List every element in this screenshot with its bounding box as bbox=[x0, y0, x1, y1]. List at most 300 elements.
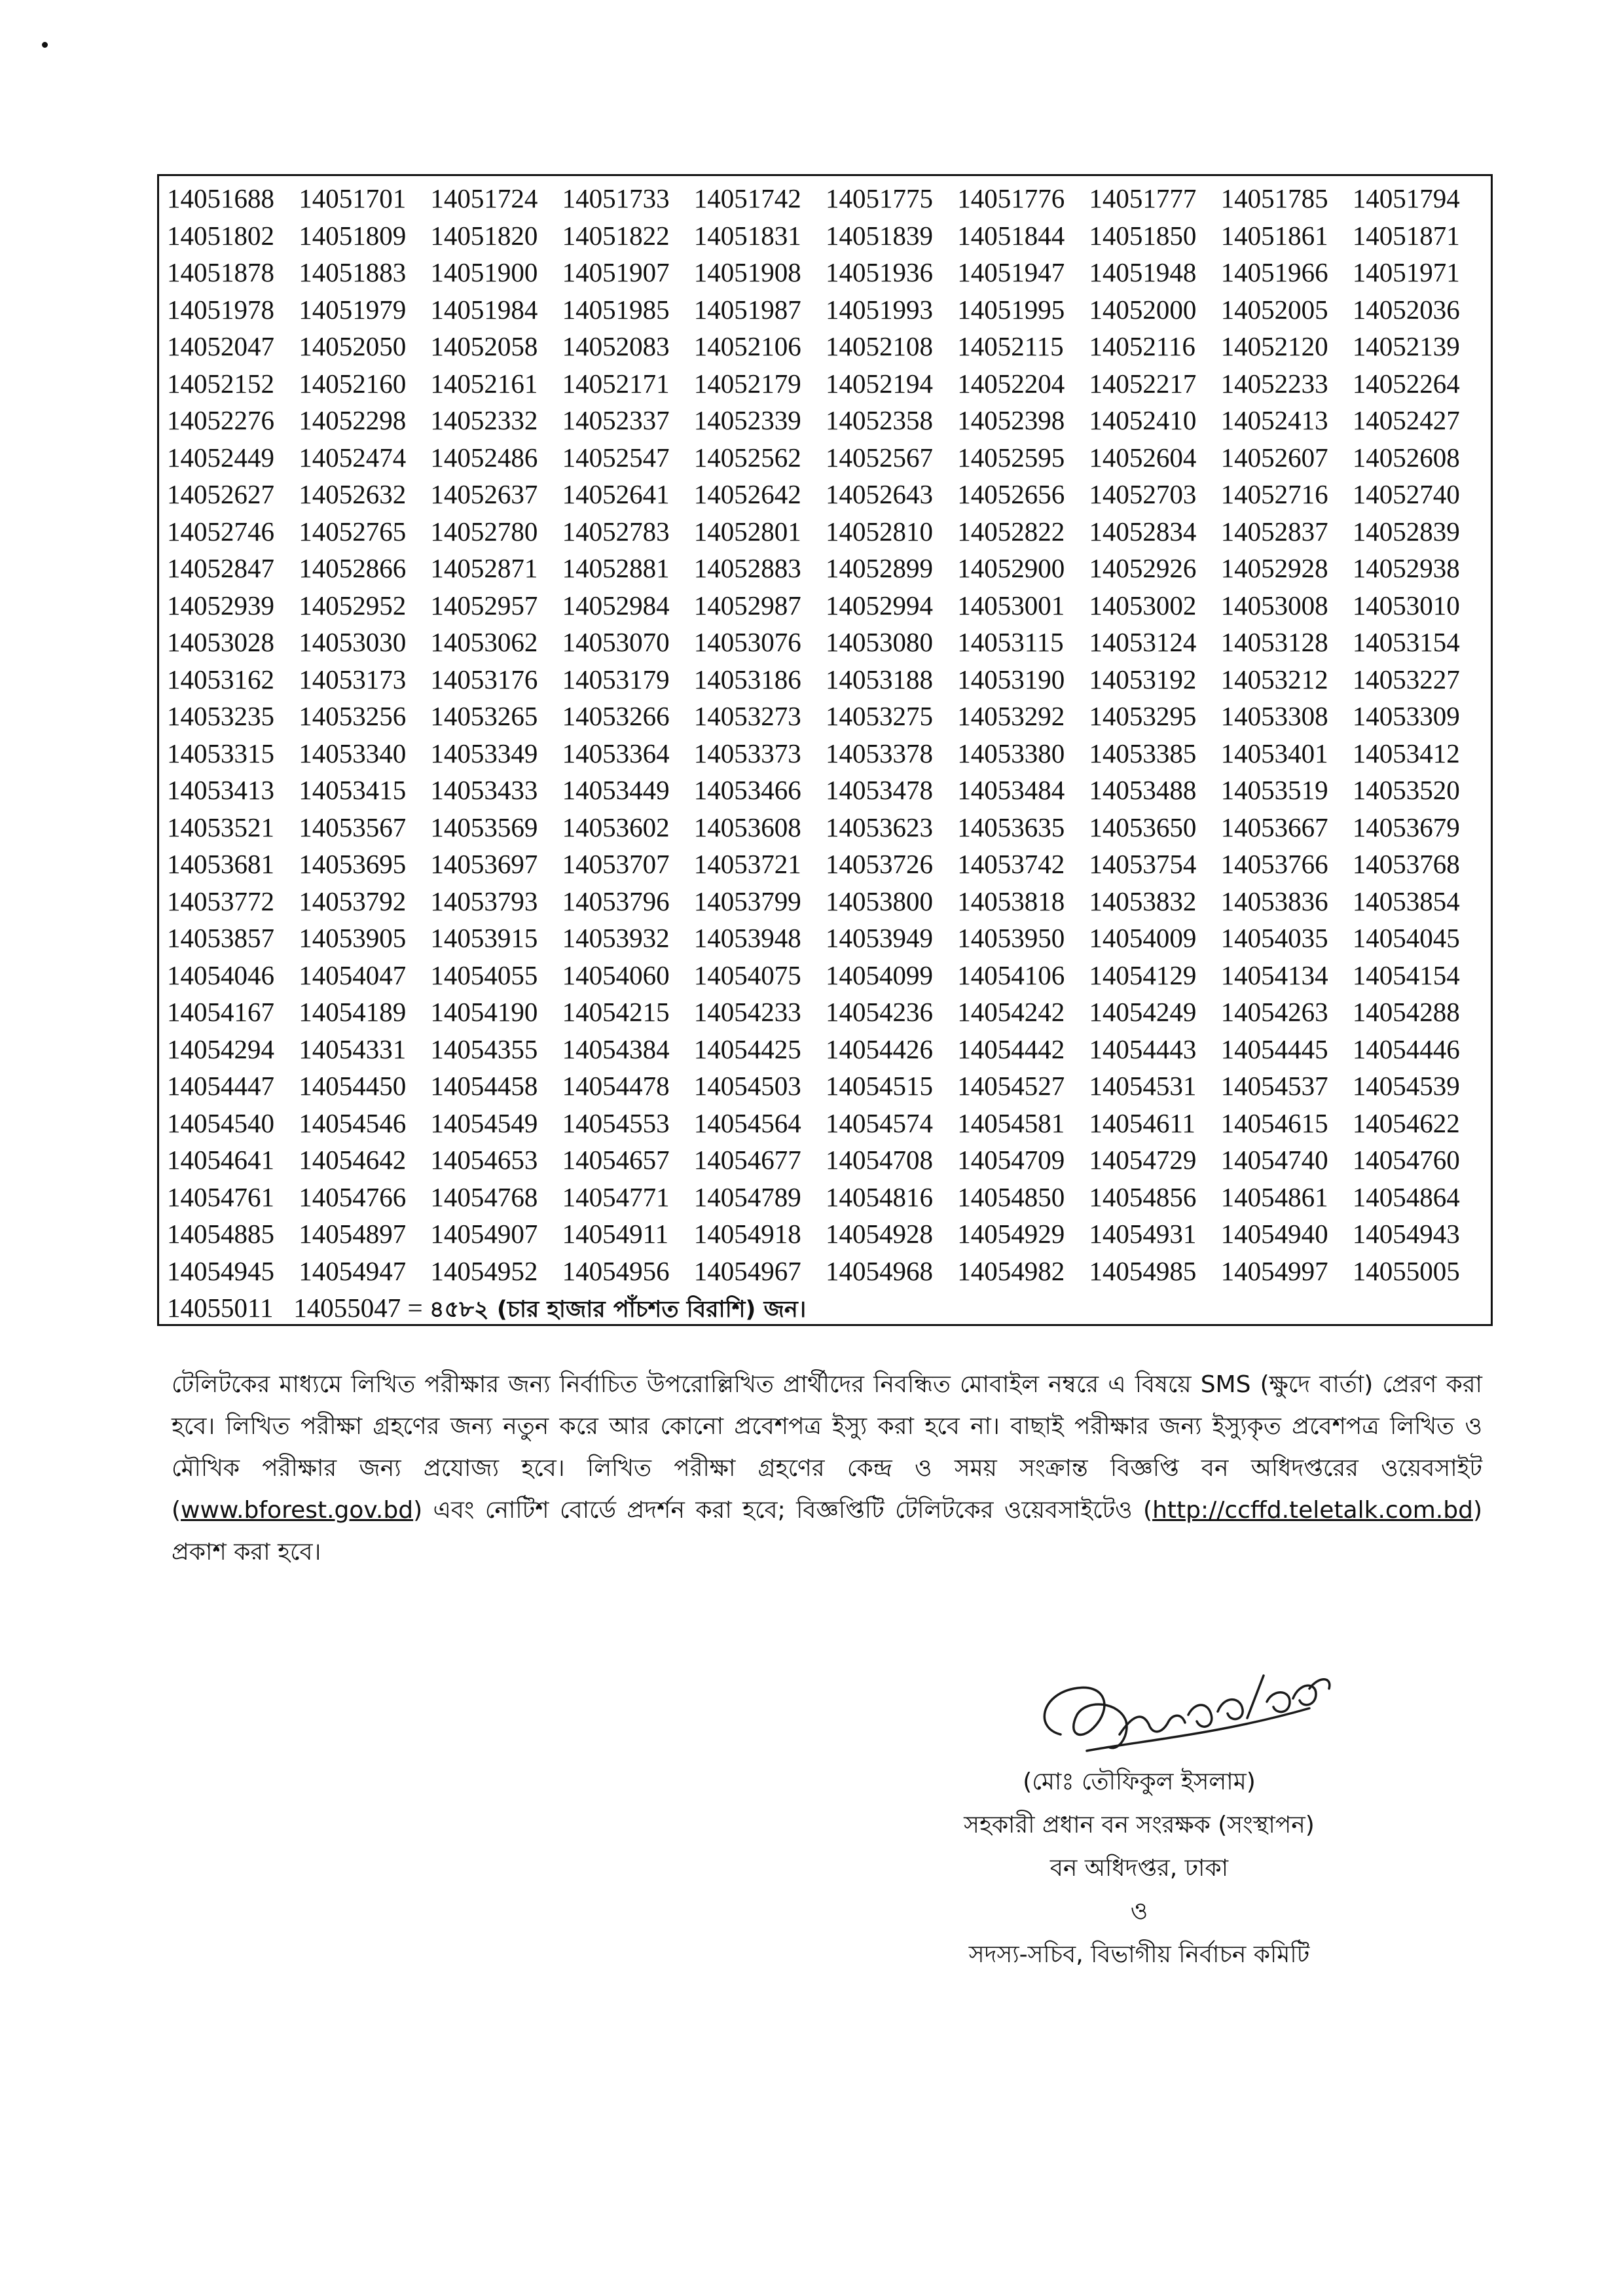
roll-number-cell: 14054331 bbox=[299, 1033, 407, 1064]
roll-number-cell: 14053273 bbox=[693, 701, 801, 731]
notice-text: টেলিটকের মাধ্যমে লিখিত পরীক্ষার জন্য নির্বাচিত উপরোল্লিখিত প্রার্থীদের নিবন্ধিত মোবাইল নম্বরে এ বিষয়ে SMS (ক্ষুদে বার্তা) প্রেরণ করা হবে। লিখিত পরীক্ষা গ্রহণের জন্য নতুন করে আর কোনো প্রবেশপত্র ইস্যু করা হবে না। বাছাই পরীক্ষার জন্য ইস্যুকৃত প্রবেশপত্র লিখিত ও মৌখিক পরীক্ষার জন্য প্রযোজ্য হবে। লিখিত পরীক্ষা গ্রহণের কেন্দ্র ও সময় সংক্রান্ত বিজ্ঞপ্তি বন অধিদপ্তরের ওয়েবসাইট ( bbox=[172, 1371, 1482, 1524]
roll-number-cell: 14052939 bbox=[167, 590, 274, 620]
roll-number-cell: 14054574 bbox=[825, 1107, 933, 1138]
signatory-name: (মোঃ তৌফিকুল ইসলাম) bbox=[1023, 1768, 1256, 1795]
roll-number-cell: 14054503 bbox=[693, 1071, 801, 1101]
roll-number-cell: 14054816 bbox=[825, 1181, 933, 1212]
roll-number-cell: 14052839 bbox=[1352, 516, 1460, 547]
roll-number-cell: 14052834 bbox=[1089, 516, 1197, 547]
roll-number-cell: 14054129 bbox=[1089, 960, 1197, 990]
roll-number-cell: 14051822 bbox=[562, 220, 670, 251]
roll-number-cell: 14054046 bbox=[167, 960, 274, 990]
equals-sign: = bbox=[407, 1293, 423, 1323]
roll-number-cell: 14052161 bbox=[430, 368, 538, 399]
roll-number-cell: 14054581 bbox=[957, 1107, 1065, 1138]
notice-text: ) এবং নোটিশ বোর্ডে প্রদর্শন করা হবে; বিজ্ঞপ্তিটি টেলিটকের ওয়েবসাইটেও ( bbox=[413, 1497, 1153, 1524]
roll-number-cell: 14053124 bbox=[1089, 627, 1197, 657]
signatory-designation: সহকারী প্রধান বন সংরক্ষক (সংস্থাপন) bbox=[964, 1812, 1315, 1839]
roll-number-cell: 14053292 bbox=[957, 701, 1065, 731]
roll-number-cell: 14052632 bbox=[299, 479, 407, 509]
roll-number-cell: 14052637 bbox=[430, 479, 538, 509]
roll-number-cell: 14052194 bbox=[825, 368, 933, 399]
roll-number-cell: 14055011 bbox=[167, 1293, 274, 1323]
roll-number-cell: 14051844 bbox=[957, 220, 1065, 251]
roll-number-cell: 14054982 bbox=[957, 1255, 1065, 1286]
roll-number-cell: 14053173 bbox=[299, 664, 407, 694]
roll-number-cell: 14053768 bbox=[1352, 849, 1460, 879]
roll-number-cell: 14053792 bbox=[299, 886, 407, 916]
roll-number-cell: 14051900 bbox=[430, 257, 538, 287]
roll-number-cell: 14054106 bbox=[957, 960, 1065, 990]
roll-number-cell: 14053793 bbox=[430, 886, 538, 916]
roll-number-cell: 14053002 bbox=[1089, 590, 1197, 620]
roll-number-cell: 14052847 bbox=[167, 553, 274, 583]
roll-number-cell: 14051688 bbox=[167, 183, 274, 213]
roll-number-cell: 14052116 bbox=[1089, 331, 1195, 361]
roll-number-cell: 14053227 bbox=[1352, 664, 1460, 694]
roll-number-cell: 14052410 bbox=[1089, 405, 1197, 435]
roll-number-cell: 14054729 bbox=[1089, 1145, 1197, 1175]
roll-number-cell: 14053364 bbox=[562, 738, 670, 768]
roll-number-cell: 14053008 bbox=[1220, 590, 1328, 620]
roll-number-cell: 14054154 bbox=[1352, 960, 1460, 990]
roll-number-cell: 14053484 bbox=[957, 775, 1065, 805]
roll-number-cell: 14053915 bbox=[430, 923, 538, 953]
roll-number-cell: 14052562 bbox=[693, 442, 801, 473]
roll-number-cell: 14053707 bbox=[562, 849, 670, 879]
roll-number-cell: 14052627 bbox=[167, 479, 274, 509]
roll-number-cell: 14052449 bbox=[167, 442, 274, 473]
roll-number-cell: 14052179 bbox=[693, 368, 801, 399]
roll-number-cell: 14051936 bbox=[825, 257, 933, 287]
roll-number-cell: 14051907 bbox=[562, 257, 670, 287]
roll-number-cell: 14053412 bbox=[1352, 738, 1460, 768]
roll-number-cell: 14053010 bbox=[1352, 590, 1460, 620]
roll-number-cell: 14054355 bbox=[430, 1033, 538, 1064]
roll-number-cell: 14052899 bbox=[825, 553, 933, 583]
roll-number-grid bbox=[167, 180, 1484, 1289]
roll-number-cell: 14054450 bbox=[299, 1071, 407, 1101]
roll-number-cell: 14053001 bbox=[957, 590, 1065, 620]
roll-number-cell: 14054943 bbox=[1352, 1219, 1460, 1249]
roll-number-cell: 14053772 bbox=[167, 886, 274, 916]
roll-number-cell: 14053385 bbox=[1089, 738, 1197, 768]
roll-number-cell: 14054553 bbox=[562, 1107, 670, 1138]
roll-number-cell: 14052413 bbox=[1220, 405, 1328, 435]
signatory-conjunction: ও bbox=[1130, 1898, 1148, 1925]
final-roll-line bbox=[167, 1289, 1484, 1329]
page-mark-dot bbox=[42, 42, 48, 48]
roll-number-cell: 14052000 bbox=[1089, 294, 1197, 325]
roll-number-cell: 14054768 bbox=[430, 1181, 538, 1212]
roll-number-cell: 14052264 bbox=[1352, 368, 1460, 399]
roll-number-cell: 14052822 bbox=[957, 516, 1065, 547]
roll-number-cell: 14053602 bbox=[562, 812, 670, 842]
roll-number-cell: 14052276 bbox=[167, 405, 274, 435]
roll-number-cell: 14054929 bbox=[957, 1219, 1065, 1249]
roll-number-cell: 14052952 bbox=[299, 590, 407, 620]
roll-number-cell: 14051701 bbox=[299, 183, 407, 213]
roll-number-cell: 14054622 bbox=[1352, 1107, 1460, 1138]
roll-number-cell: 14052337 bbox=[562, 405, 670, 435]
roll-number-cell: 14052643 bbox=[825, 479, 933, 509]
roll-number-cell: 14054611 bbox=[1089, 1107, 1195, 1138]
roll-number-cell: 14052957 bbox=[430, 590, 538, 620]
roll-number-cell: 14054766 bbox=[299, 1181, 407, 1212]
roll-number-cell: 14052994 bbox=[825, 590, 933, 620]
roll-number-table bbox=[157, 174, 1493, 1326]
roll-number-cell: 14053309 bbox=[1352, 701, 1460, 731]
roll-number-cell: 14052339 bbox=[693, 405, 801, 435]
signatory-office: বন অধিদপ্তর, ঢাকা bbox=[1049, 1855, 1229, 1882]
roll-number-cell: 14054288 bbox=[1352, 997, 1460, 1027]
roll-number-cell: 14054009 bbox=[1089, 923, 1197, 953]
roll-number-cell: 14054527 bbox=[957, 1071, 1065, 1101]
roll-number-cell: 14051984 bbox=[430, 294, 538, 325]
roll-number-cell: 14054907 bbox=[430, 1219, 538, 1249]
roll-number-cell: 14053378 bbox=[825, 738, 933, 768]
roll-number-cell: 14052115 bbox=[957, 331, 1064, 361]
roll-number-cell: 14054458 bbox=[430, 1071, 538, 1101]
roll-number-cell: 14051742 bbox=[693, 183, 801, 213]
roll-number-cell: 14052641 bbox=[562, 479, 670, 509]
roll-number-cell: 14052139 bbox=[1352, 331, 1460, 361]
roll-number-cell: 14053295 bbox=[1089, 701, 1197, 731]
roll-number-cell: 14052050 bbox=[299, 331, 407, 361]
roll-number-cell: 14053932 bbox=[562, 923, 670, 953]
roll-number-cell: 14053950 bbox=[957, 923, 1065, 953]
roll-number-cell: 14053186 bbox=[693, 664, 801, 694]
roll-number-cell: 14052036 bbox=[1352, 294, 1460, 325]
roll-number-cell: 14051850 bbox=[1089, 220, 1197, 251]
roll-number-cell: 14051861 bbox=[1220, 220, 1328, 251]
roll-number-cell: 14053569 bbox=[430, 812, 538, 842]
roll-number-cell: 14053567 bbox=[299, 812, 407, 842]
roll-number-cell: 14053948 bbox=[693, 923, 801, 953]
roll-number-cell: 14052740 bbox=[1352, 479, 1460, 509]
roll-number-cell: 14051993 bbox=[825, 294, 933, 325]
roll-number-cell: 14052358 bbox=[825, 405, 933, 435]
roll-number-cell: 14053340 bbox=[299, 738, 407, 768]
roll-number-cell: 14051820 bbox=[430, 220, 538, 251]
roll-number-cell: 14052607 bbox=[1220, 442, 1328, 473]
roll-number-cell: 14053520 bbox=[1352, 775, 1460, 805]
roll-number-cell: 14051985 bbox=[562, 294, 670, 325]
roll-number-cell: 14054236 bbox=[825, 997, 933, 1027]
roll-number-cell: 14052765 bbox=[299, 516, 407, 547]
roll-number-cell: 14054099 bbox=[825, 960, 933, 990]
roll-number-cell: 14054060 bbox=[562, 960, 670, 990]
roll-number-cell: 14054047 bbox=[299, 960, 407, 990]
roll-number-cell: 14052801 bbox=[693, 516, 801, 547]
roll-number-cell: 14053679 bbox=[1352, 812, 1460, 842]
roll-number-cell: 14052780 bbox=[430, 516, 538, 547]
roll-number-cell: 14054850 bbox=[957, 1181, 1065, 1212]
roll-number-cell: 14052926 bbox=[1089, 553, 1197, 583]
roll-number-cell: 14051948 bbox=[1089, 257, 1197, 287]
roll-number-cell: 14054167 bbox=[167, 997, 274, 1027]
roll-number-cell: 14052106 bbox=[693, 331, 801, 361]
roll-number-cell: 14054540 bbox=[167, 1107, 274, 1138]
roll-number-cell: 14053190 bbox=[957, 664, 1065, 694]
roll-number-cell: 14053721 bbox=[693, 849, 801, 879]
roll-number-cell: 14052656 bbox=[957, 479, 1065, 509]
roll-number-cell: 14054947 bbox=[299, 1255, 407, 1286]
roll-number-cell: 14053695 bbox=[299, 849, 407, 879]
roll-number-cell: 14053650 bbox=[1089, 812, 1197, 842]
roll-number-cell: 14053766 bbox=[1220, 849, 1328, 879]
roll-number-cell: 14052171 bbox=[562, 368, 670, 399]
roll-number-cell: 14055005 bbox=[1352, 1255, 1460, 1286]
roll-number-cell: 14053854 bbox=[1352, 886, 1460, 916]
roll-number-cell: 14053380 bbox=[957, 738, 1065, 768]
roll-number-cell: 14051883 bbox=[299, 257, 407, 287]
roll-number-cell: 14053162 bbox=[167, 664, 274, 694]
roll-number-cell: 14053949 bbox=[825, 923, 933, 953]
roll-number-cell: 14054539 bbox=[1352, 1071, 1460, 1101]
roll-number-cell: 14054615 bbox=[1220, 1107, 1328, 1138]
roll-number-cell: 14052058 bbox=[430, 331, 538, 361]
roll-number-cell: 14053635 bbox=[957, 812, 1065, 842]
roll-number-cell: 14052866 bbox=[299, 553, 407, 583]
roll-number-cell: 14054263 bbox=[1220, 997, 1328, 1027]
roll-number-cell: 14052398 bbox=[957, 405, 1065, 435]
roll-number-cell: 14053176 bbox=[430, 664, 538, 694]
roll-number-cell: 14054653 bbox=[430, 1145, 538, 1175]
roll-number-cell: 14053212 bbox=[1220, 664, 1328, 694]
roll-number-cell: 14054442 bbox=[957, 1033, 1065, 1064]
roll-number-cell: 14051809 bbox=[299, 220, 407, 251]
roll-number-cell: 14054249 bbox=[1089, 997, 1197, 1027]
roll-number-cell: 14053857 bbox=[167, 923, 274, 953]
roll-number-cell: 14053373 bbox=[693, 738, 801, 768]
roll-number-cell: 14054215 bbox=[562, 997, 670, 1027]
roll-number-cell: 14053188 bbox=[825, 664, 933, 694]
roll-number-cell: 14053401 bbox=[1220, 738, 1328, 768]
roll-number-cell: 14054864 bbox=[1352, 1181, 1460, 1212]
roll-number-cell: 14053179 bbox=[562, 664, 670, 694]
roll-number-cell: 14054911 bbox=[562, 1219, 669, 1249]
roll-number-cell: 14054861 bbox=[1220, 1181, 1328, 1212]
roll-number-cell: 14053115 bbox=[957, 627, 1064, 657]
roll-number-cell: 14052871 bbox=[430, 553, 538, 583]
roll-number-cell: 14052474 bbox=[299, 442, 407, 473]
roll-number-cell: 14053062 bbox=[430, 627, 538, 657]
roll-number-cell: 14054760 bbox=[1352, 1145, 1460, 1175]
roll-number-cell: 14054677 bbox=[693, 1145, 801, 1175]
roll-number-cell: 14053608 bbox=[693, 812, 801, 842]
roll-number-cell: 14053349 bbox=[430, 738, 538, 768]
roll-number-cell: 14053488 bbox=[1089, 775, 1197, 805]
roll-number-cell: 14054425 bbox=[693, 1033, 801, 1064]
roll-number-cell: 14052703 bbox=[1089, 479, 1197, 509]
roll-number-cell: 14051871 bbox=[1352, 220, 1460, 251]
roll-number-cell: 14054190 bbox=[430, 997, 538, 1027]
roll-number-cell: 14054384 bbox=[562, 1033, 670, 1064]
roll-number-cell: 14051733 bbox=[562, 183, 670, 213]
roll-number-cell: 14054443 bbox=[1089, 1033, 1197, 1064]
roll-number-cell: 14051776 bbox=[957, 183, 1065, 213]
roll-number-cell: 14053478 bbox=[825, 775, 933, 805]
roll-number-cell: 14053413 bbox=[167, 775, 274, 805]
roll-number-cell: 14052642 bbox=[693, 479, 801, 509]
roll-number-cell: 14053681 bbox=[167, 849, 274, 879]
roll-number-cell: 14051947 bbox=[957, 257, 1065, 287]
roll-number-cell: 14054968 bbox=[825, 1255, 933, 1286]
roll-number-cell: 14053080 bbox=[825, 627, 933, 657]
roll-number-cell: 14053076 bbox=[693, 627, 801, 657]
roll-number-cell: 14051908 bbox=[693, 257, 801, 287]
signatory-role: সদস্য-সচিব, বিভাগীয় নির্বাচন কমিটি bbox=[968, 1941, 1310, 1968]
roll-number-cell: 14054985 bbox=[1089, 1255, 1197, 1286]
roll-number-cell: 14054075 bbox=[693, 960, 801, 990]
notice-paragraph bbox=[172, 1364, 1482, 1573]
roll-number-cell: 14054426 bbox=[825, 1033, 933, 1064]
roll-number-cell: 14053697 bbox=[430, 849, 538, 879]
roll-number-cell: 14053433 bbox=[430, 775, 538, 805]
roll-number-cell: 14051978 bbox=[167, 294, 274, 325]
roll-number-cell: 14051966 bbox=[1220, 257, 1328, 287]
roll-number-cell: 14053128 bbox=[1220, 627, 1328, 657]
roll-number-cell: 14054446 bbox=[1352, 1033, 1460, 1064]
total-count: ৪৫৮২ (চার হাজার পাঁচশত বিরাশি) জন। bbox=[429, 1297, 807, 1323]
roll-number-cell: 14053905 bbox=[299, 923, 407, 953]
roll-number-cell: 14051802 bbox=[167, 220, 274, 251]
roll-number-cell: 14054045 bbox=[1352, 923, 1460, 953]
roll-number-cell: 14051878 bbox=[167, 257, 274, 287]
roll-number-cell: 14053832 bbox=[1089, 886, 1197, 916]
roll-number-cell: 14054564 bbox=[693, 1107, 801, 1138]
roll-number-cell: 14054515 bbox=[825, 1071, 933, 1101]
roll-number-cell: 14054445 bbox=[1220, 1033, 1328, 1064]
roll-number-cell: 14052746 bbox=[167, 516, 274, 547]
roll-number-cell: 14052984 bbox=[562, 590, 670, 620]
roll-number-cell: 14052083 bbox=[562, 331, 670, 361]
roll-number-cell: 14053235 bbox=[167, 701, 274, 731]
roll-number-cell: 14052567 bbox=[825, 442, 933, 473]
roll-number-cell: 14053818 bbox=[957, 886, 1065, 916]
roll-number-cell: 14054657 bbox=[562, 1145, 670, 1175]
roll-number-cell: 14054641 bbox=[167, 1145, 274, 1175]
signatory-block bbox=[890, 1761, 1388, 1977]
roll-number-cell: 14054447 bbox=[167, 1071, 274, 1101]
roll-number-cell: 14051794 bbox=[1352, 183, 1460, 213]
roll-number-cell: 14051987 bbox=[693, 294, 801, 325]
roll-number-cell: 14052152 bbox=[167, 368, 274, 399]
roll-number-cell: 14051839 bbox=[825, 220, 933, 251]
roll-number-cell: 14053726 bbox=[825, 849, 933, 879]
roll-number-cell: 14053799 bbox=[693, 886, 801, 916]
roll-number-cell: 14053315 bbox=[167, 738, 274, 768]
roll-number-cell: 14051775 bbox=[825, 183, 933, 213]
roll-number-cell: 14051831 bbox=[693, 220, 801, 251]
roll-number-cell: 14053415 bbox=[299, 775, 407, 805]
roll-number-cell: 14054967 bbox=[693, 1255, 801, 1286]
roll-number-cell: 14052783 bbox=[562, 516, 670, 547]
roll-number-cell: 14053192 bbox=[1089, 664, 1197, 694]
roll-number-cell: 14053796 bbox=[562, 886, 670, 916]
roll-number-cell: 14053275 bbox=[825, 701, 933, 731]
roll-number-cell: 14053154 bbox=[1352, 627, 1460, 657]
roll-number-cell: 14052486 bbox=[430, 442, 538, 473]
roll-number-cell: 14053519 bbox=[1220, 775, 1328, 805]
roll-number-cell: 14053754 bbox=[1089, 849, 1197, 879]
roll-number-cell: 14053742 bbox=[957, 849, 1065, 879]
roll-number-cell: 14051777 bbox=[1089, 183, 1197, 213]
roll-number-cell: 14051979 bbox=[299, 294, 407, 325]
roll-number-cell: 14054055 bbox=[430, 960, 538, 990]
roll-number-cell: 14053030 bbox=[299, 627, 407, 657]
roll-number-cell: 14054549 bbox=[430, 1107, 538, 1138]
roll-number-cell: 14054940 bbox=[1220, 1219, 1328, 1249]
roll-number-cell: 14052120 bbox=[1220, 331, 1328, 361]
roll-number-cell: 14052005 bbox=[1220, 294, 1328, 325]
bforest-website-link[interactable]: www.bforest.gov.bd bbox=[181, 1497, 414, 1524]
notice-text: ) প্রকাশ করা হবে। bbox=[172, 1497, 1482, 1566]
roll-number-cell: 14051785 bbox=[1220, 183, 1328, 213]
roll-number-cell: 14052332 bbox=[430, 405, 538, 435]
roll-number-cell: 14054771 bbox=[562, 1181, 670, 1212]
roll-number-cell: 14052881 bbox=[562, 553, 670, 583]
roll-number-cell: 14054885 bbox=[167, 1219, 274, 1249]
roll-number-cell: 14052883 bbox=[693, 553, 801, 583]
roll-number-cell: 14052298 bbox=[299, 405, 407, 435]
roll-number-cell: 14054761 bbox=[167, 1181, 274, 1212]
teletalk-website-link[interactable]: http://ccffd.teletalk.com.bd bbox=[1152, 1497, 1473, 1524]
roll-number-cell: 14054952 bbox=[430, 1255, 538, 1286]
roll-number-cell: 14054531 bbox=[1089, 1071, 1197, 1101]
roll-number-cell: 14053836 bbox=[1220, 886, 1328, 916]
roll-number-cell: 14052595 bbox=[957, 442, 1065, 473]
roll-number-cell: 14054537 bbox=[1220, 1071, 1328, 1101]
roll-number-cell: 14053265 bbox=[430, 701, 538, 731]
roll-number-cell: 14054708 bbox=[825, 1145, 933, 1175]
roll-number-cell: 14054997 bbox=[1220, 1255, 1328, 1286]
roll-number-cell: 14052108 bbox=[825, 331, 933, 361]
roll-number-cell: 14053521 bbox=[167, 812, 274, 842]
roll-number-cell: 14054642 bbox=[299, 1145, 407, 1175]
roll-number-cell: 14054740 bbox=[1220, 1145, 1328, 1175]
roll-number-cell: 14053623 bbox=[825, 812, 933, 842]
roll-number-cell: 14052160 bbox=[299, 368, 407, 399]
roll-number-cell: 14054035 bbox=[1220, 923, 1328, 953]
roll-number-cell: 14053449 bbox=[562, 775, 670, 805]
roll-number-cell: 14052427 bbox=[1352, 405, 1460, 435]
roll-number-cell: 14052217 bbox=[1089, 368, 1197, 399]
roll-number-cell: 14052900 bbox=[957, 553, 1065, 583]
roll-number-cell: 14054856 bbox=[1089, 1181, 1197, 1212]
roll-number-cell: 14054242 bbox=[957, 997, 1065, 1027]
roll-number-cell: 14052204 bbox=[957, 368, 1065, 399]
roll-number-cell: 14052810 bbox=[825, 516, 933, 547]
roll-number-cell: 14052604 bbox=[1089, 442, 1197, 473]
roll-number-cell: 14053028 bbox=[167, 627, 274, 657]
roll-number-cell: 14054789 bbox=[693, 1181, 801, 1212]
roll-number-cell: 14053070 bbox=[562, 627, 670, 657]
roll-number-cell: 14054928 bbox=[825, 1219, 933, 1249]
roll-number-cell: 14052928 bbox=[1220, 553, 1328, 583]
roll-number-cell: 14055047 bbox=[293, 1293, 401, 1323]
roll-number-cell: 14054233 bbox=[693, 997, 801, 1027]
roll-number-cell: 14052608 bbox=[1352, 442, 1460, 473]
roll-number-cell: 14053308 bbox=[1220, 701, 1328, 731]
roll-number-cell: 14053667 bbox=[1220, 812, 1328, 842]
roll-number-cell: 14054956 bbox=[562, 1255, 670, 1286]
roll-number-cell: 14052047 bbox=[167, 331, 274, 361]
roll-number-cell: 14054546 bbox=[299, 1107, 407, 1138]
roll-number-cell: 14052233 bbox=[1220, 368, 1328, 399]
roll-number-cell: 14054294 bbox=[167, 1033, 274, 1064]
